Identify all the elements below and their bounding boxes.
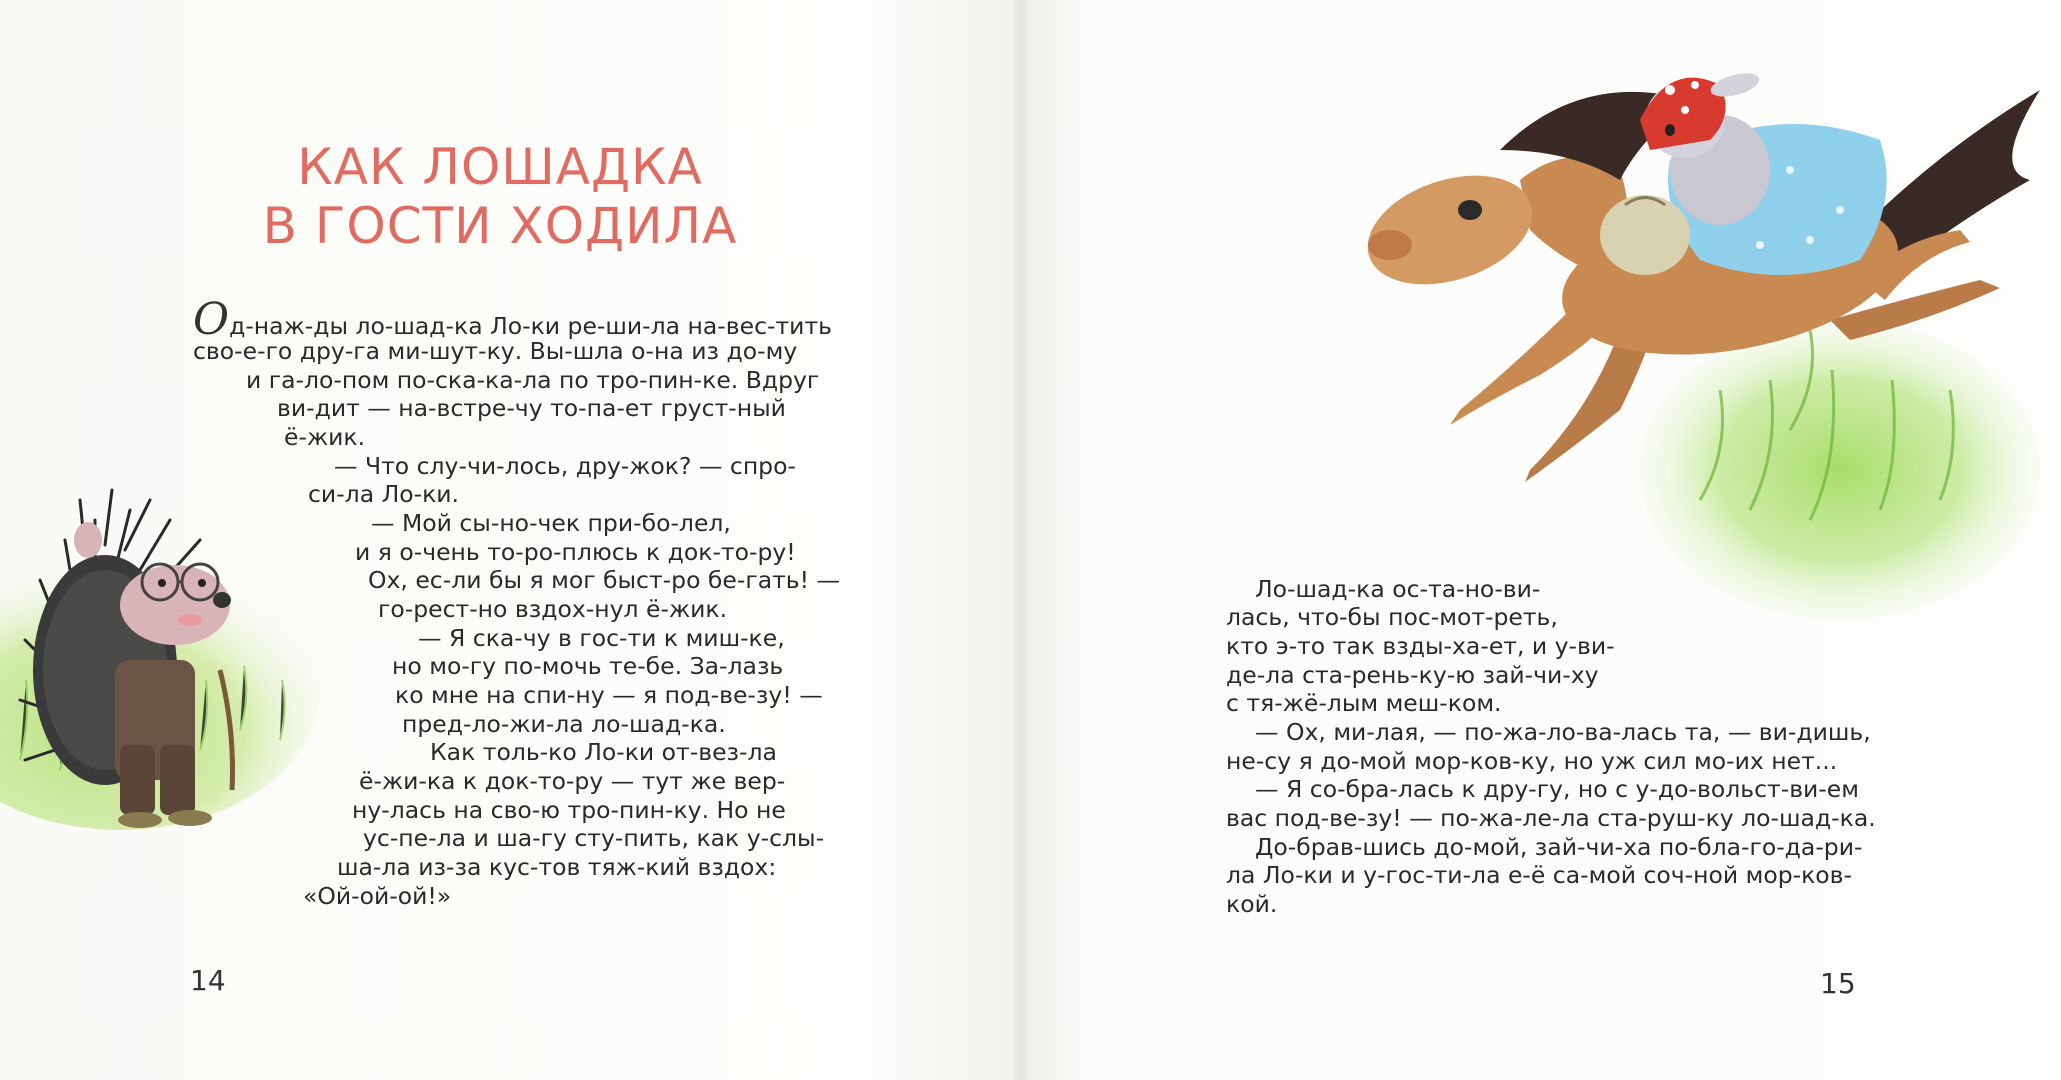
text-line-4: ви-дит — на-встре-чу то-па-ет груст-ный bbox=[277, 394, 786, 422]
text-line-18: ну-лась на сво-ю тро-пин-ку. Но не bbox=[352, 796, 786, 824]
horse-and-hare-illustration bbox=[1340, 30, 2060, 670]
text-line-10: До-брав-шись до-мой, зай-чи-ха по-бла-го-да-ри- bbox=[1255, 833, 1863, 861]
text-line-11: ла Ло-ки и у-гос-ти-ла е-ё са-мой соч-ной мор-ков- bbox=[1226, 861, 1853, 889]
page-number-left: 14 bbox=[190, 964, 226, 997]
text-line-13: но мо-гу по-мочь те-бе. За-лазь bbox=[392, 652, 784, 680]
text-line-8: — Я со-бра-лась к дру-гу, но с у-до-вольст-ви-ем bbox=[1255, 775, 1859, 803]
text-line-21: «Ой-ой-ой!» bbox=[303, 882, 452, 910]
text-line-3: кто э-то так взды-ха-ет, и у-ви- bbox=[1226, 632, 1615, 660]
text-line-6: — Ох, ми-лая, — по-жа-ло-ва-лась та, — ви-дишь, bbox=[1255, 718, 1871, 746]
right-page bbox=[1020, 0, 2061, 1080]
text-line-2: лась, что-бы пос-мот-реть, bbox=[1226, 603, 1558, 631]
text-line-1: Ло-шад-ка ос-та-но-ви- bbox=[1255, 575, 1541, 603]
text-line-2: сво-е-го дру-га ми-шут-ку. Вы-шла о-на из до-му bbox=[193, 337, 798, 365]
hedgehog-illustration bbox=[0, 430, 300, 850]
text-line-12: кой. bbox=[1226, 890, 1278, 918]
text-line-9: вас под-ве-зу! — по-жа-ле-ла ста-руш-ку ло-шад-ка. bbox=[1226, 804, 1876, 832]
story-title-line-2: В ГОСТИ ХОДИЛА bbox=[262, 197, 738, 255]
text-line-16: Как толь-ко Ло-ки от-вез-ла bbox=[430, 738, 777, 766]
text-line-19: ус-пе-ла и ша-гу сту-пить, как у-слы- bbox=[363, 824, 825, 852]
drop-cap: О bbox=[193, 294, 230, 345]
text-line-5: с тя-жё-лым меш-ком. bbox=[1226, 689, 1502, 717]
left-page bbox=[0, 0, 1020, 1080]
text-line-7: си-ла Ло-ки. bbox=[308, 480, 460, 508]
text-line-6: — Что слу-чи-лось, дру-жок? — спро- bbox=[334, 452, 796, 480]
text-line-9: и я о-чень то-ро-плюсь к док-то-ру! bbox=[355, 538, 796, 566]
text-line-8: — Мой сы-но-чек при-бо-лел, bbox=[371, 509, 731, 537]
text-line-3: и га-ло-пом по-ска-ка-ла по тро-пин-ке. Вдруг bbox=[246, 366, 820, 394]
page-number-right: 15 bbox=[1820, 967, 1856, 1000]
text-line-1: Од-наж-ды ло-шад-ка Ло-ки ре-ши-ла на-вес-тить bbox=[193, 294, 832, 345]
book-gutter bbox=[1012, 0, 1028, 1080]
text-line-5: ё-жик. bbox=[284, 423, 366, 451]
text-line-20: ша-ла из-за кус-тов тяж-кий вздох: bbox=[337, 853, 777, 881]
text-line-11: го-рест-но вздох-нул ё-жик. bbox=[378, 595, 728, 623]
text-line-10: Ох, ес-ли бы я мог быст-ро бе-гать! — bbox=[368, 566, 841, 594]
text-line-17: ё-жи-ка к док-то-ру — тут же вер- bbox=[359, 767, 786, 795]
text-line-12: — Я ска-чу в гос-ти к миш-ке, bbox=[418, 624, 785, 652]
story-title-line-1: КАК ЛОШАДКА bbox=[297, 138, 703, 196]
text-line-14: ко мне на спи-ну — я под-ве-зу! — bbox=[395, 681, 823, 709]
text-line-15: пред-ло-жи-ла ло-шад-ка. bbox=[402, 710, 726, 738]
text-line-7: не-су я до-мой мор-ков-ку, но уж сил мо-их нет... bbox=[1226, 747, 1838, 775]
text-line-4: де-ла ста-рень-ку-ю зай-чи-ху bbox=[1226, 661, 1599, 689]
